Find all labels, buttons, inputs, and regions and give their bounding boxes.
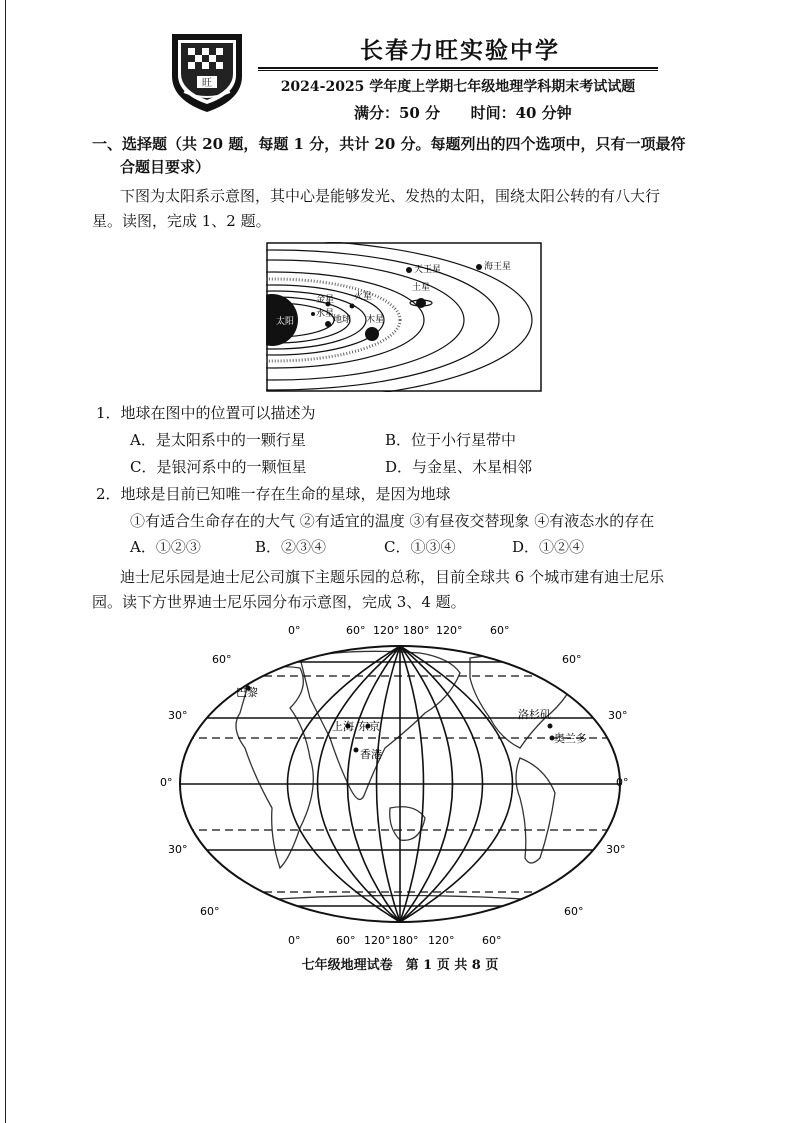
- svg-text:30°: 30°: [168, 843, 188, 856]
- svg-text:天王星: 天王星: [414, 265, 442, 275]
- svg-text:60°: 60°: [200, 905, 220, 918]
- q2-option-c: C．①③④: [384, 538, 456, 556]
- intro1-line2: 星。读图，完成 1、2 题。: [92, 212, 271, 230]
- svg-text:0°: 0°: [288, 934, 301, 947]
- svg-text:香港: 香港: [360, 748, 382, 761]
- intro2-line2: 园。读下方世界迪士尼乐园分布示意图，完成 3、4 题。: [92, 593, 466, 611]
- svg-text:60°: 60°: [336, 934, 356, 947]
- solar-system-diagram: [266, 242, 542, 392]
- svg-text:海王星: 海王星: [484, 262, 512, 272]
- svg-text:0°: 0°: [616, 776, 629, 789]
- svg-text:木星: 木星: [366, 315, 385, 325]
- svg-text:东京: 东京: [358, 720, 380, 733]
- svg-text:180°: 180°: [392, 934, 419, 947]
- svg-text:太阳: 太阳: [276, 317, 295, 327]
- section1-title-line2: 合题目要求）: [120, 158, 211, 176]
- svg-text:洛杉矶: 洛杉矶: [518, 708, 551, 721]
- exam-time: 时间：40 分钟: [470, 104, 572, 122]
- svg-text:水星: 水星: [316, 309, 335, 319]
- q1-option-a: A．是太阳系中的一颗行星: [130, 431, 306, 449]
- q2-option-a: A．①②③: [130, 538, 201, 556]
- intro2-line1: 迪士尼乐园是迪士尼公司旗下主题乐园的总称，目前全球共 6 个城市建有迪士尼乐: [120, 568, 665, 586]
- svg-text:120°: 120°: [364, 934, 391, 947]
- page-edge-line: [5, 0, 6, 1123]
- svg-text:旺: 旺: [202, 78, 212, 89]
- q2-option-d: D．①②④: [512, 538, 585, 556]
- score-time-line: [354, 102, 572, 123]
- q2-option-b: B．②③④: [255, 538, 327, 556]
- title-rule-bottom: [258, 70, 658, 71]
- svg-text:60°: 60°: [490, 624, 510, 637]
- svg-text:120°: 120°: [428, 934, 455, 947]
- school-logo: [168, 30, 246, 114]
- q2-items: ①有适合生命存在的大气 ②有适宜的温度 ③有昼夜交替现象 ④有液态水的存在: [130, 512, 655, 530]
- q2-stem: 2．地球是目前已知唯一存在生命的星球，是因为地球: [96, 485, 451, 503]
- svg-text:120°: 120°: [373, 624, 400, 637]
- full-score: 满分：50 分: [354, 104, 441, 122]
- svg-text:60°: 60°: [346, 624, 366, 637]
- svg-text:金星: 金星: [316, 295, 335, 305]
- svg-text:0°: 0°: [288, 624, 301, 637]
- svg-text:土星: 土星: [412, 283, 431, 293]
- svg-text:60°: 60°: [562, 653, 582, 666]
- world-disney-map: [160, 618, 640, 950]
- svg-text:60°: 60°: [212, 653, 232, 666]
- svg-text:180°: 180°: [403, 624, 430, 637]
- svg-text:30°: 30°: [168, 709, 188, 722]
- q1-stem: 1．地球在图中的位置可以描述为: [96, 404, 316, 422]
- svg-text:上海: 上海: [332, 720, 354, 733]
- svg-text:奥兰多: 奥兰多: [554, 732, 587, 745]
- svg-text:巴黎: 巴黎: [236, 686, 258, 699]
- section1-title-line1: 一、选择题（共 20 题，每题 1 分，共计 20 分。每题列出的四个选项中，只有一项最符: [92, 135, 686, 153]
- svg-text:30°: 30°: [608, 709, 628, 722]
- q1-option-c: C．是银河系中的一颗恒星: [130, 458, 307, 476]
- exam-subtitle: 2024-2025 学年度上学期七年级地理学科期末考试试题: [280, 79, 636, 95]
- svg-text:120°: 120°: [436, 624, 463, 637]
- q1-option-d: D．与金星、木星相邻: [385, 458, 533, 476]
- title-rule-top: [258, 67, 658, 69]
- school-name: 长春力旺实验中学: [360, 37, 560, 64]
- svg-text:火星: 火星: [354, 292, 373, 302]
- svg-text:0°: 0°: [160, 776, 173, 789]
- svg-text:30°: 30°: [606, 843, 626, 856]
- svg-text:60°: 60°: [564, 905, 584, 918]
- page-footer: 七年级地理试卷 第 1 页 共 8 页: [301, 958, 499, 973]
- q1-option-b: B．位于小行星带中: [385, 431, 517, 449]
- svg-text:地球: 地球: [333, 315, 352, 325]
- intro1-line1: 下图为太阳系示意图，其中心是能够发光、发热的太阳，围绕太阳公转的有八大行: [120, 187, 661, 205]
- svg-text:60°: 60°: [482, 934, 502, 947]
